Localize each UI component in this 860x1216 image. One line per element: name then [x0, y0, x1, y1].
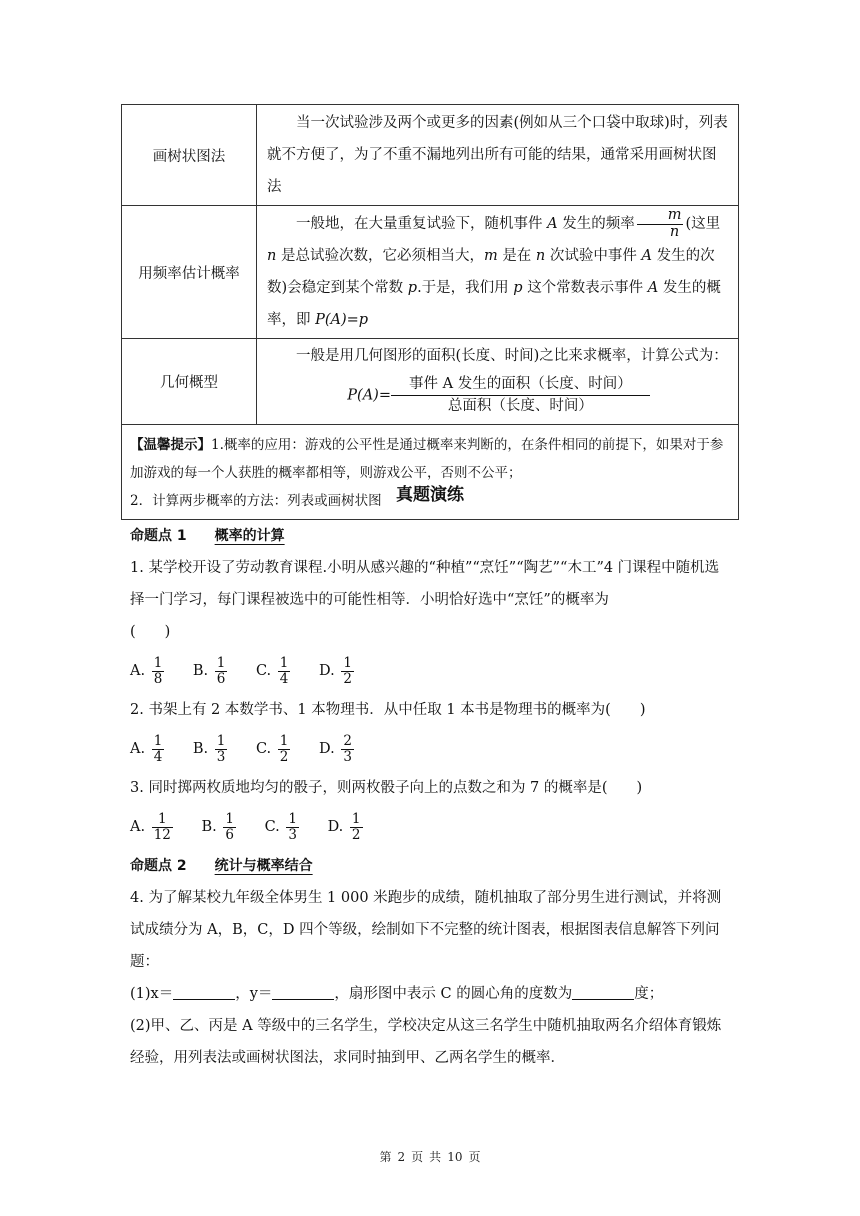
answer-blank[interactable]: [272, 985, 334, 1001]
term-cell: 几何概型: [122, 339, 257, 425]
tip-line: 【温馨提示】1.概率的应用：游戏的公平性是通过概率来判断的，在条件相同的前提下，如果对于参加游戏的每一个人获胜的概率都相等，则游戏公平，否则不公平；: [130, 436, 724, 481]
option: D. $\frac{1}{2}$: [318, 655, 352, 687]
answer-blank[interactable]: [572, 985, 634, 1001]
option: A. $\frac{1}{8}$: [130, 655, 163, 687]
term-cell: 用频率估计概率: [122, 206, 257, 339]
question-1: 1. 某学校开设了劳动教育课程.小明从感兴趣的“种植”“烹饪”“陶艺”“木工”4 门课程中随机选择一门学习，每门课程被选中的可能性相等．小明恰好选中“烹饪”的概率为 ( ): [130, 560, 720, 640]
desc-cell: 当一次试验涉及两个或更多的因素(例如从三个口袋中取球)时，列表就不方便了，为了不重不漏地列出所有可能的结果，通常采用画树状图法: [257, 105, 739, 206]
option: B. $\frac{1}{6}$: [192, 655, 226, 687]
geometric-desc: 一般是用几何图形的面积(长度、时间)之比来求概率，计算公式为：: [296, 348, 728, 364]
frequency-fraction: $\frac{m}{n}$: [637, 208, 684, 239]
tip-line: 2．计算两步概率的方法：列表或画树状图: [130, 492, 382, 509]
question-3-options: [130, 804, 730, 850]
option: D. $\frac{2}{3}$: [318, 733, 352, 765]
geometric-formula: P(A)= $\frac{\text{事件 A 发生的面积（长度、时间）}}{\text{总面积（长度、时间）}}$: [267, 371, 730, 422]
section-title: 真题演练: [396, 485, 464, 505]
topic-heading: 命题点 1 概率的计算: [130, 528, 285, 544]
page-footer: 第 2 页 共 10 页: [379, 1150, 481, 1164]
option: B. $\frac{1}{3}$: [192, 733, 226, 765]
question-2-options: [130, 726, 730, 772]
option: D. $\frac{1}{2}$: [327, 811, 361, 843]
term-cell: 画树状图法: [122, 105, 257, 206]
option: A. $\frac{1}{4}$: [130, 733, 163, 765]
option: B. $\frac{1}{6}$: [201, 811, 234, 843]
question-2: 2. 书架上有 2 本数学书、1 本物理书．从中任取 1 本书是物理书的概率为( ): [130, 702, 646, 718]
answer-blank[interactable]: [173, 985, 235, 1001]
topic-heading: 命题点 2 统计与概率结合: [130, 858, 313, 874]
option: C. $\frac{1}{4}$: [255, 655, 289, 687]
desc-cell: [257, 339, 739, 425]
exercise-body: [130, 520, 730, 1074]
table-row: [122, 206, 739, 339]
question-4-part-2: (2)甲、乙、丙是 A 等级中的三名学生，学校决定从这三名学生中随机抽取两名介绍体育锻炼经验，用列表法或画树状图法，求同时抽到甲、乙两名学生的概率．: [130, 1018, 722, 1066]
question-4-part-1: (1)x＝ ，y＝ ，扇形图中表示 C 的圆心角的度数为 度；: [130, 986, 664, 1002]
option: C. $\frac{1}{2}$: [255, 733, 289, 765]
option: C. $\frac{1}{3}$: [264, 811, 297, 843]
definition-table: [121, 104, 739, 520]
desc-cell: 一般地，在大量重复试验下，随机事件 A 发生的频率 $\frac{m}{n}$ (这里 n 是总试验次数，它必须相当大，m 是在 n 次试验中事件 A 发生的次数)会稳定到某个常数 p.于是，我们用 p 这个常数表示事件 A 发生的概率，即 P(A)=p: [257, 206, 739, 339]
option: A. $\frac{1}{12}$: [130, 811, 171, 843]
table-row: [122, 105, 739, 206]
question-4: 4. 为了解某校九年级全体男生 1 000 米跑步的成绩，随机抽取了部分男生进行测试，并将测试成绩分为 A，B，C，D 四个等级，绘制如下不完整的统计图表，根据图表信息解答下列问题：: [130, 890, 722, 970]
question-1-options: [130, 648, 730, 694]
question-3: 3. 同时掷两枚质地均匀的骰子，则两枚骰子向上的点数之和为 7 的概率是( ): [130, 780, 643, 796]
table-row: [122, 339, 739, 425]
